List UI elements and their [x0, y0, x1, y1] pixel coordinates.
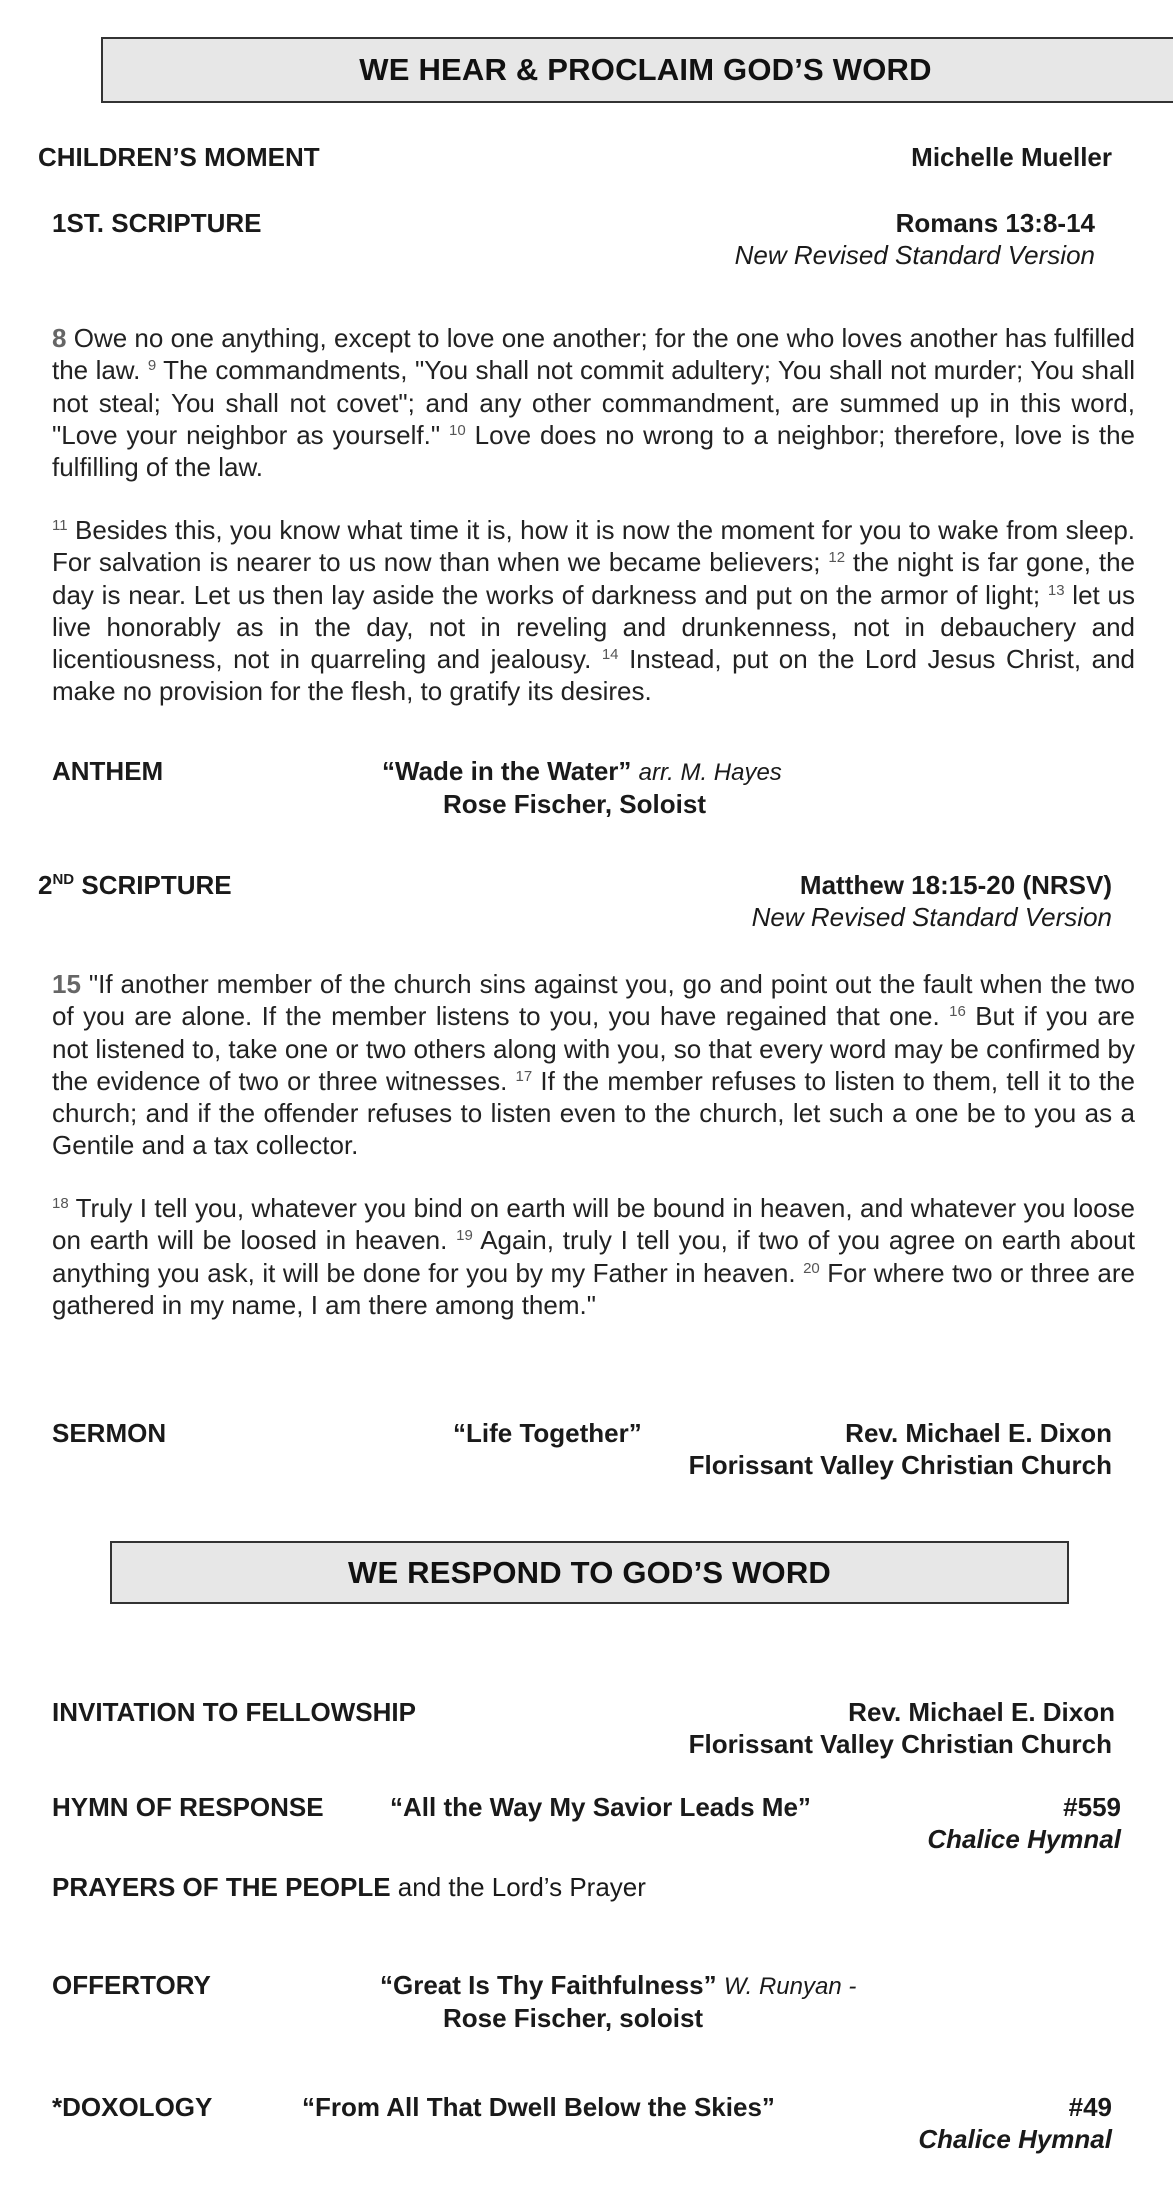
scripture1-paragraph-1	[52, 322, 1135, 483]
prayers-line	[52, 1872, 646, 1903]
offertory-composer: W. Runyan -	[723, 1973, 857, 2000]
scripture1-version: New Revised Standard Version	[734, 240, 1095, 270]
anthem-label: ANTHEM	[52, 756, 164, 786]
verse-number: 16	[949, 1003, 966, 1021]
offertory-label: OFFERTORY	[52, 1970, 211, 2000]
scripture1-paragraph-2	[52, 514, 1135, 708]
section-header-respond	[110, 1541, 1069, 1604]
invitation-church: Florissant Valley Christian Church	[688, 1729, 1112, 1759]
verse-number: 10	[449, 421, 466, 439]
scripture2-version: New Revised Standard Version	[751, 902, 1112, 932]
sermon-label: SERMON	[52, 1418, 167, 1448]
section-header-proclaim	[101, 37, 1173, 103]
verse-text: Instead, put on the Lord Jesus Christ, and make no provision for the flesh, to gratify its desires.	[52, 644, 1136, 707]
scripture2-reference: Matthew 18:15-20 (NRSV)	[799, 870, 1112, 900]
invitation-label: INVITATION TO FELLOWSHIP	[52, 1697, 416, 1727]
verse-number: 14	[601, 646, 619, 664]
verse-number: 9	[147, 357, 157, 375]
hymn-book: Chalice Hymnal	[927, 1824, 1121, 1854]
verse-text: For where two or three are gathered in my name, I am there among them."	[52, 1257, 1136, 1320]
anthem-arranger: arr. M. Hayes	[638, 759, 782, 786]
scripture1-label: 1ST. SCRIPTURE	[52, 208, 262, 238]
scripture2-label-suffix: ND	[52, 871, 75, 888]
anthem-soloist: Rose Fischer, Soloist	[443, 789, 706, 819]
verse-number: 8	[52, 323, 67, 353]
verse-text: Love does no wrong to a neighbor; therefore, love is the fulfilling of the law.	[52, 419, 1136, 483]
section-title: WE HEAR & PROCLAIM GOD’S WORD	[359, 52, 932, 87]
verse-number: 12	[828, 549, 846, 567]
verse-number: 19	[456, 1227, 473, 1245]
verse-text: But if you are not listened to, take one or two others along with you, so that every word may be confirmed by the evidence of two or three witnesses.	[52, 1001, 1135, 1096]
doxology-label: *DOXOLOGY	[52, 2092, 213, 2122]
sermon-church: Florissant Valley Christian Church	[688, 1450, 1112, 1480]
sermon-preacher: Rev. Michael E. Dixon	[845, 1418, 1112, 1448]
scripture2-label-text: SCRIPTURE	[74, 870, 232, 900]
verse-text: let us live honorably as in the day, not in reveling and drunkenness, not in debauchery and licentiousness, not in quarreling and jealousy.	[52, 579, 1135, 675]
offertory-title: “Great Is Thy Faithfulness”	[380, 1970, 717, 2000]
scripture1-reference: Romans 13:8-14	[895, 208, 1095, 238]
verse-number: 20	[803, 1259, 820, 1277]
verse-number: 13	[1047, 581, 1065, 599]
doxology-book: Chalice Hymnal	[918, 2124, 1112, 2154]
anthem-title-line	[382, 756, 782, 787]
scripture2-label-number: 2	[38, 870, 53, 900]
verse-text: Owe no one anything, except to love one another; for the one who loves another has fulfilled the law.	[52, 323, 1135, 386]
doxology-title: “From All That Dwell Below the Skies”	[302, 2092, 775, 2122]
verse-text: The commandments, "You shall not commit adultery; You shall not murder; You shall not steal; You shall not covet"; and any other commandment, are summed up in this word, "Love your neighbor as yourself."	[52, 355, 1135, 450]
verse-text: Again, truly I tell you, if two of you agree on earth about anything you ask, it will be done for you by my Father in heaven.	[52, 1225, 1135, 1288]
verse-number: 15	[52, 969, 81, 999]
verse-text: If the member refuses to listen to them, tell it to the church; and if the offender refuses to listen even to the church, let such a one be to you as a Gentile and a tax collector.	[52, 1065, 1135, 1161]
scripture2-paragraph-2	[52, 1192, 1135, 1321]
prayers-rest: and the Lord’s Prayer	[390, 1872, 646, 1902]
prayers-label: PRAYERS OF THE PEOPLE	[52, 1872, 391, 1902]
verse-text: Besides this, you know what time it is, how it is now the moment for you to wake from sleep. For salvation is nearer to us now than when we became believers;	[52, 515, 1135, 578]
section-title: WE RESPOND TO GOD’S WORD	[347, 1554, 832, 1590]
childrens-moment-label: CHILDREN’S MOMENT	[38, 142, 320, 172]
verse-text: the night is far gone, the day is near. Let us then lay aside the works of darkness and put on the armor of light;	[52, 547, 1135, 610]
hymn-label: HYMN OF RESPONSE	[52, 1792, 324, 1822]
verse-text: "If another member of the church sins against you, go and point out the fault when the two of you are alone. If the member listens to you, you have regained that one.	[52, 969, 1135, 1032]
offertory-soloist: Rose Fischer, soloist	[443, 2003, 704, 2033]
invitation-leader: Rev. Michael E. Dixon	[848, 1697, 1115, 1727]
childrens-moment-leader: Michelle Mueller	[911, 142, 1112, 172]
sermon-title: “Life Together”	[453, 1418, 642, 1448]
scripture2-paragraph-1	[52, 968, 1135, 1162]
verse-number: 11	[52, 517, 68, 534]
verse-text: Truly I tell you, whatever you bind on earth will be bound in heaven, and whatever you loose on earth will be loosed in heaven.	[52, 1193, 1135, 1256]
hymn-title: “All the Way My Savior Leads Me”	[390, 1792, 811, 1822]
verse-number: 17	[515, 1067, 533, 1085]
scripture2-label	[38, 870, 232, 901]
verse-number: 18	[52, 1195, 69, 1212]
hymn-number: #559	[1063, 1792, 1121, 1822]
offertory-title-line	[380, 1970, 856, 2001]
doxology-number: #49	[1068, 2092, 1112, 2122]
anthem-title: “Wade in the Water”	[382, 756, 632, 786]
